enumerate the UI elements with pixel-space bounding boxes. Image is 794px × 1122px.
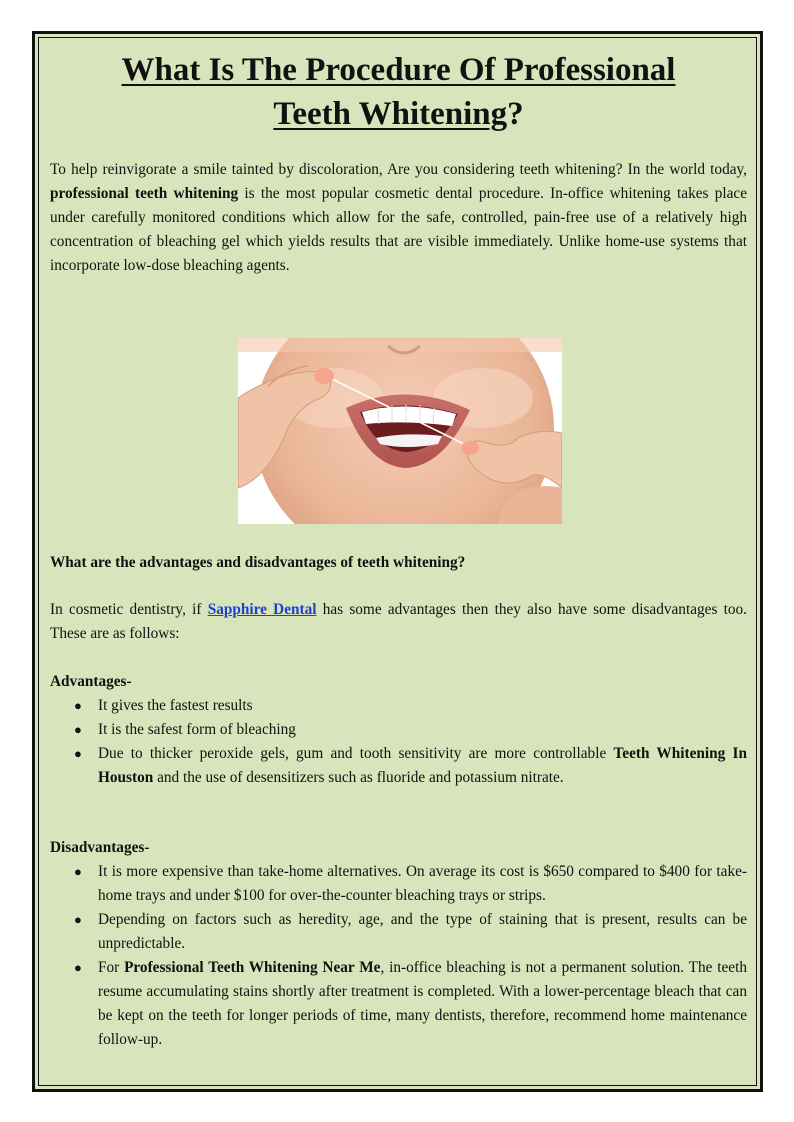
advantage-text: It is the safest form of bleaching <box>98 721 296 738</box>
bullet-icon: ● <box>74 960 82 975</box>
title-line-2: Teeth Whitening <box>273 96 508 132</box>
list-item <box>50 956 747 1052</box>
bullet-icon: ● <box>74 698 82 713</box>
disadvantages-list-container <box>50 860 747 1052</box>
smiling-woman-flossing-photo <box>238 338 562 524</box>
para2-text-1: In cosmetic dentistry, if <box>50 601 208 618</box>
intro-text-2: is the most popular cosmetic dental procedure. In-office whitening takes place under carefully monitored conditions which allow for the safe, controlled, pain-free use of a relatively high concentration of bleaching gel which yields results that are visible immediately. Unlike home-use systems that incorporate low-dose bleaching agents. <box>50 185 747 274</box>
intro-text-1: To help reinvigorate a smile tainted by discoloration, Are you considering teeth whitening? In the world today, <box>50 161 747 178</box>
list-item <box>50 908 747 956</box>
advantages-heading: Advantages- <box>50 673 132 690</box>
disadvantage-text: , in-office bleaching is not a permanent solution. The teeth resume accumulating stains shortly after treatment is completed. With a lower-percentage bleach that can be kept on the teeth for longer periods of time, many dentists, therefore, recommend home maintenance follow-up. <box>98 959 747 1048</box>
bullet-icon: ● <box>74 912 82 927</box>
disadvantage-text: It is more expensive than take-home alternatives. On average its cost is $650 compared to $400 for take-home trays and under $100 for over-the-counter bleaching trays or strips. <box>98 863 747 904</box>
disadvantage-bold-keyword: Professional Teeth Whitening Near Me <box>124 959 381 976</box>
bullet-icon: ● <box>74 864 82 879</box>
list-item <box>50 742 747 790</box>
sapphire-dental-link[interactable]: Sapphire Dental <box>207 601 317 618</box>
advantage-text: and the use of desensitizers such as fluoride and potassium nitrate. <box>153 769 564 786</box>
intro-advantages-paragraph <box>50 598 747 646</box>
advantages-list-container <box>50 694 747 790</box>
para2-text-2: has some advantages then they also have some disadvantages too. These are as follows: <box>50 601 747 642</box>
intro-bold-keyword: professional teeth whitening <box>50 185 239 202</box>
advantage-text: It gives the fastest results <box>98 697 253 714</box>
page-frame <box>32 31 763 1092</box>
title-question-mark: ? <box>507 96 524 132</box>
title-line-1: What Is The Procedure Of Professional <box>121 52 676 88</box>
disadvantage-text: For <box>98 959 125 976</box>
intro-paragraph <box>50 158 747 278</box>
list-item <box>50 718 747 742</box>
advantage-bold-keyword: Teeth Whitening In Houston <box>98 745 747 786</box>
disadvantages-heading: Disadvantages- <box>50 839 150 856</box>
advantages-question-heading: What are the advantages and disadvantages of teeth whitening? <box>50 554 466 571</box>
bullet-icon: ● <box>74 722 82 737</box>
advantages-list <box>50 694 747 790</box>
advantage-text: Due to thicker peroxide gels, gum and tooth sensitivity are more controllable <box>98 745 614 762</box>
page-title <box>50 48 747 136</box>
document-content <box>50 48 747 1048</box>
list-item <box>50 860 747 908</box>
disadvantage-text: Depending on factors such as heredity, age, and the type of staining that is present, results can be unpredictable. <box>98 911 747 952</box>
disadvantages-list <box>50 860 747 1052</box>
list-item <box>50 694 747 718</box>
bullet-icon: ● <box>74 746 82 761</box>
